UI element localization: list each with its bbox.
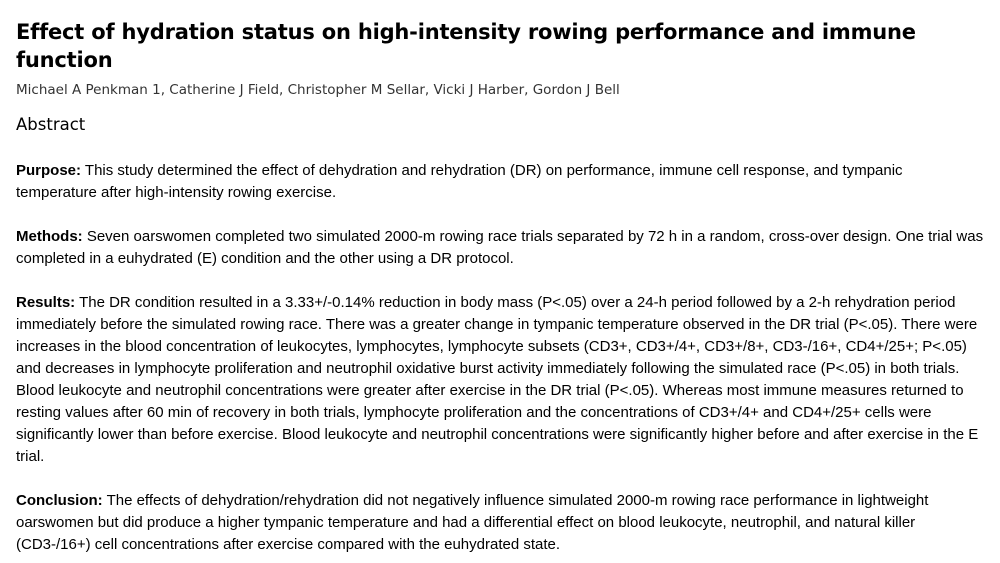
section-text: Seven oarswomen completed two simulated 2000-m rowing race trials separated by 72 h in a random, cross-over design. One trial was completed in a euhydrated (E) condition and the other using a DR protocol. <box>16 228 984 267</box>
section-text: The DR condition resulted in a 3.33+/-0.14% reduction in body mass (P<.05) over a 24-h period followed by a 2-h rehydration period immediately before the simulated rowing race. There was a greater change in tympanic temperature observed in the DR trial (P<.05). There were increases in the blood concentration of leukocytes, lymphocytes, lymphocyte subsets (CD3+, CD3+/4+, CD3+/8+, CD3-/16+, CD4+/25+; P<.05) and decreases in lymphocyte proliferation and neutrophil oxidative burst activity immediately following the simulated race (P<.05) in both trials. Blood leukocyte and neutrophil concentrations were greater after exercise in the DR trial (P<.05). Whereas most immune measures returned to resting values after 60 min of recovery in both trials, lymphocyte proliferation and the concentrations of CD3+/4+ and CD4+/25+ cells were significantly lower than before exercise. Blood leukocyte and neutrophil concentrations were significantly higher before and after exercise in the E trial. <box>16 294 979 465</box>
abstract-methods <box>16 226 984 270</box>
section-label: Conclusion: <box>16 492 103 509</box>
article-title: Effect of hydration status on high-intensity rowing performance and immune function <box>16 20 916 72</box>
abstract-results <box>16 292 984 468</box>
section-label: Purpose: <box>16 162 82 179</box>
section-text: This study determined the effect of dehydration and rehydration (DR) on performance, immune cell response, and tympanic temperature after high-intensity rowing exercise. <box>16 162 903 201</box>
abstract-purpose <box>16 160 984 204</box>
section-text: The effects of dehydration/rehydration did not negatively influence simulated 2000-m rowing race performance in lightweight oarswomen but did produce a higher tympanic temperature and had a differential effect on blood leukocyte, neutrophil, and natural killer (CD3-/16+) cell concentrations after exercise compared with the euhydrated state. <box>16 492 929 553</box>
section-label: Results: <box>16 294 76 311</box>
author-list: Michael A Penkman 1, Catherine J Field, Christopher M Sellar, Vicki J Harber, Gordon J Bell <box>16 82 620 98</box>
section-label: Methods: <box>16 228 83 245</box>
abstract-conclusion <box>16 490 984 556</box>
abstract-heading: Abstract <box>16 115 86 134</box>
